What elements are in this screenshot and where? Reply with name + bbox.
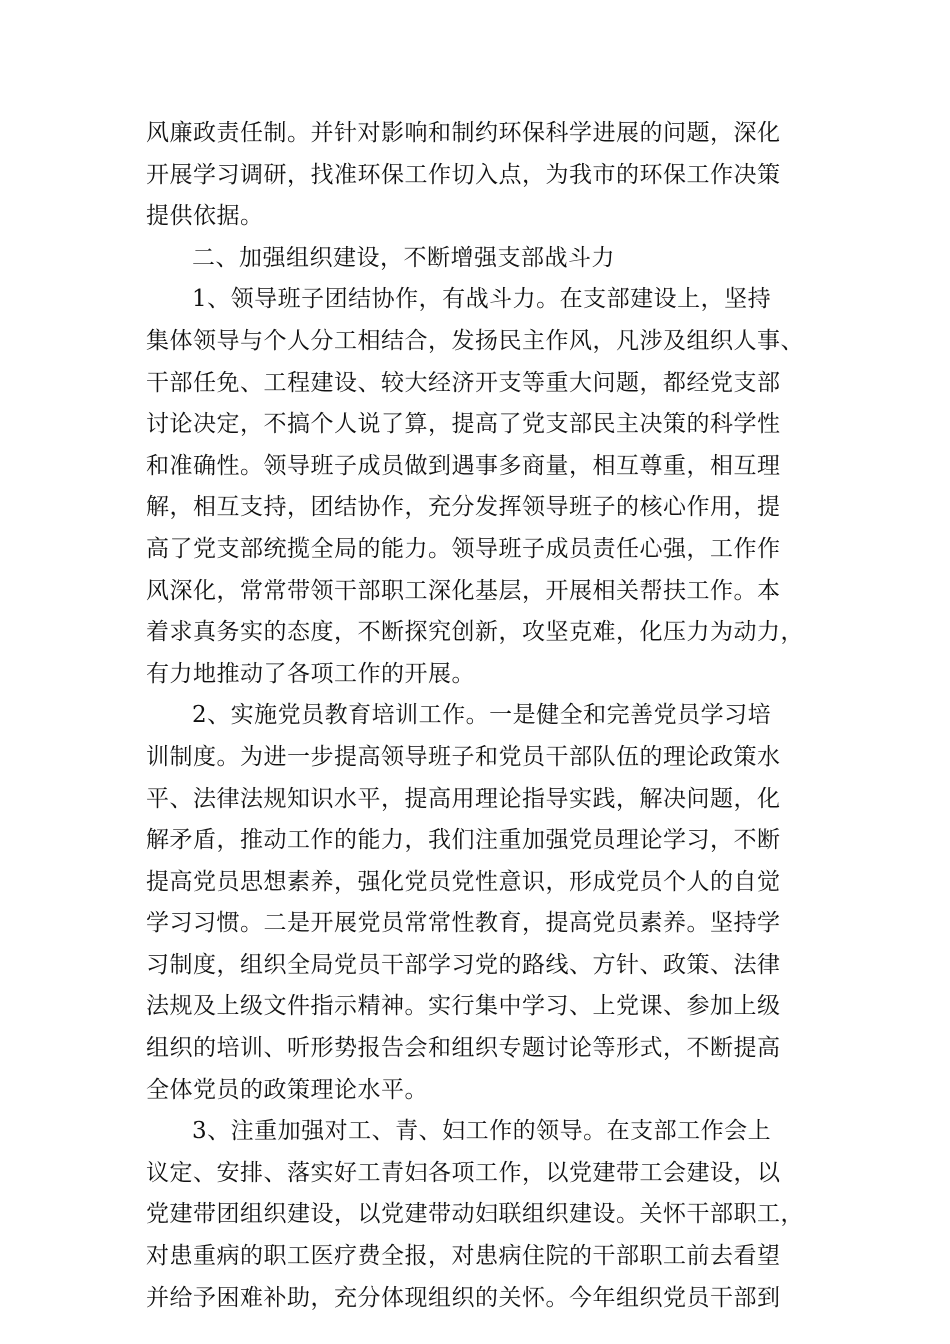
text-line: 党建带团组织建设，以党建带动妇联组织建设。关怀干部职工，	[146, 1201, 804, 1228]
text-line: 组织的培训、听形势报告会和组织专题讨论等形式，不断提高	[146, 1035, 781, 1062]
text-line: 提供依据。	[146, 203, 264, 230]
text-line: 解矛盾，推动工作的能力，我们注重加强党员理论学习，不断	[146, 827, 781, 854]
text-line: 和准确性。领导班子成员做到遇事多商量，相互尊重，相互理	[146, 452, 781, 479]
text-line: 对患重病的职工医疗费全报，对患病住院的干部职工前去看望	[146, 1243, 781, 1270]
text-line: 3、注重加强对工、青、妇工作的领导。在支部工作会上	[192, 1118, 772, 1145]
text-line: 平、法律法规知识水平，提高用理论指导实践，解决问题，化	[146, 785, 781, 812]
text-line: 法规及上级文件指示精神。实行集中学习、上党课、参加上级	[146, 993, 781, 1020]
text-line: 1、领导班子团结协作，有战斗力。在支部建设上，坚持	[192, 286, 772, 313]
text-line: 议定、安排、落实好工青妇各项工作，以党建带工会建设，以	[146, 1159, 781, 1186]
text-line: 训制度。为进一步提高领导班子和党员干部队伍的理论政策水	[146, 743, 781, 770]
text-line: 解，相互支持，团结协作，充分发挥领导班子的核心作用，提	[146, 494, 781, 521]
document-body	[146, 113, 806, 1319]
text-line: 着求真务实的态度，不断探究创新，攻坚克难，化压力为动力，	[146, 619, 804, 646]
text-line: 二、加强组织建设，不断增强支部战斗力	[192, 244, 615, 271]
text-line: 高了党支部统揽全局的能力。领导班子成员责任心强，工作作	[146, 535, 781, 562]
text-line: 有力地推动了各项工作的开展。	[146, 660, 475, 687]
text-line: 2、实施党员教育培训工作。一是健全和完善党员学习培	[192, 702, 772, 729]
text-line: 风深化，常常带领干部职工深化基层，开展相关帮扶工作。本	[146, 577, 781, 604]
text-line: 学习习惯。二是开展党员常常性教育，提高党员素养。坚持学	[146, 910, 781, 937]
text-line: 干部任免、工程建设、较大经济开支等重大问题，都经党支部	[146, 369, 781, 396]
text-line: 提高党员思想素养，强化党员党性意识，形成党员个人的自觉	[146, 868, 781, 895]
text-line: 开展学习调研，找准环保工作切入点，为我市的环保工作决策	[146, 161, 781, 188]
text-line: 讨论决定，不搞个人说了算，提高了党支部民主决策的科学性	[146, 411, 781, 438]
text-line: 全体党员的政策理论水平。	[146, 1076, 428, 1103]
text-line: 并给予困难补助，充分体现组织的关怀。今年组织党员干部到	[146, 1284, 781, 1311]
text-line: 风廉政责任制。并针对影响和制约环保科学进展的问题，深化	[146, 120, 781, 146]
text-line: 集体领导与个人分工相结合，发扬民主作风，凡涉及组织人事、	[146, 327, 804, 354]
text-line: 习制度，组织全局党员干部学习党的路线、方针、政策、法律	[146, 951, 781, 978]
